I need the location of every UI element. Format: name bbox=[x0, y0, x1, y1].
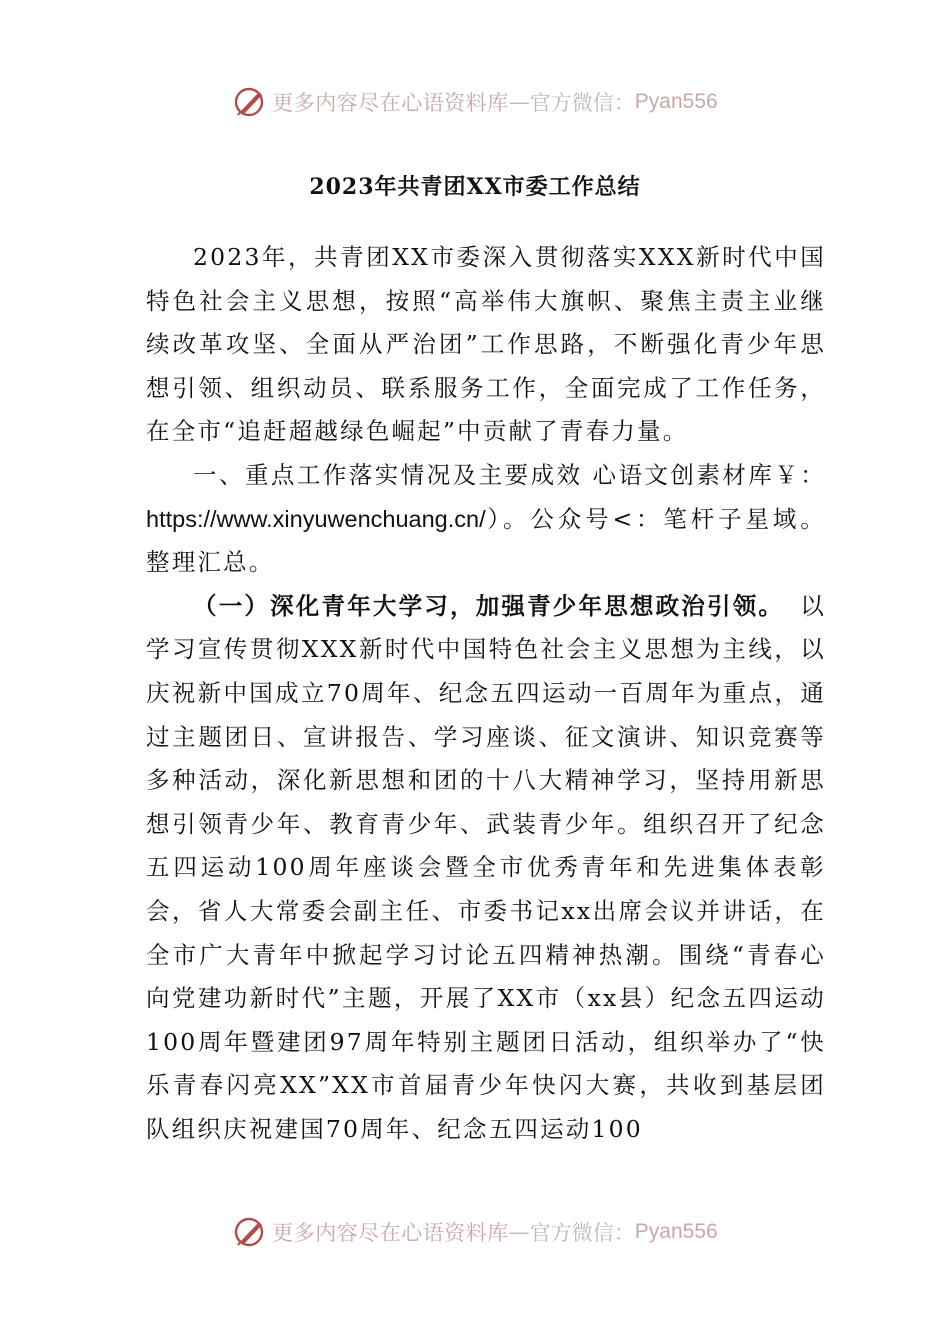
watermark-dash: — bbox=[508, 90, 530, 114]
subsection-one-paragraph bbox=[146, 585, 826, 1152]
subsection-one-body: 以学习宣传贯彻XXX新时代中国特色社会主义思想为主线，以庆祝新中国成立70周年、纪念五四运动一百周年为重点，通过主题团日、宣讲报告、学习座谈、征文演讲、知识竞赛等多种活动，深化新思想和团的十八大精神学习，坚持用新思想引领青少年、教育青少年、武装青少年。组织召开了纪念五四运动100周年座谈会暨全市优秀青年和先进集体表彰会，省人大常委会副主任、市委书记xx出席会议并讲话，在全市广大青年中掀起学习讨论五四精神热潮。围绕“青春心向党建功新时代”主题，开展了XX市（xx县）纪念五四运动100周年暨建团97周年特别主题团日活动，组织举办了“快乐青春闪亮XX”XX市首届青少年快闪大赛，共收到基层团队组织庆祝建国70周年、纪念五四运动100 bbox=[146, 591, 826, 1143]
subsection-one-heading: （一）深化青年大学习，加强青少年思想政治引领。 bbox=[193, 591, 785, 620]
watermark-wechat-id: Pyan556 bbox=[634, 90, 718, 113]
intro-paragraph: 2023年，共青团XX市委深入贯彻落实XXX新时代中国特色社会主义思想，按照“高举伟大旗帜、聚焦主责主业继续改革攻坚、全面从严治团”工作思路，不断强化青少年思想引领、组织动员、联系服务工作，全面完成了工作任务，在全市“追赶超越绿色崛起”中贡献了青春力量。 bbox=[146, 243, 826, 446]
watermark-banner-bottom bbox=[0, 1212, 950, 1252]
watermark-banner-top bbox=[0, 82, 950, 122]
watermark-wechat-id: Pyan556 bbox=[634, 1220, 718, 1243]
watermark-dash: — bbox=[508, 1220, 530, 1244]
quill-logo-icon bbox=[232, 1214, 268, 1250]
watermark-text: 更多内容尽在心语资料库 bbox=[272, 91, 509, 115]
source-url-link[interactable]: https://www.xinyuwenchuang.cn/ bbox=[146, 505, 486, 532]
watermark-wechat-label: 官方微信： bbox=[529, 1221, 635, 1245]
document-title: 2023年共青团XX市委工作总结 bbox=[309, 174, 641, 200]
section-one-suffix: ）。公众号<：笔杆子星域。整理汇总。 bbox=[146, 504, 826, 577]
quill-logo-icon bbox=[232, 84, 268, 120]
section-one-heading: 一、重点工作落实情况及主要成效 心语文创素材库￥： bbox=[193, 460, 826, 489]
section-one-paragraph bbox=[146, 454, 826, 585]
watermark-wechat-label: 官方微信： bbox=[529, 91, 635, 115]
watermark-text: 更多内容尽在心语资料库 bbox=[272, 1221, 509, 1245]
document-body bbox=[146, 236, 826, 1151]
